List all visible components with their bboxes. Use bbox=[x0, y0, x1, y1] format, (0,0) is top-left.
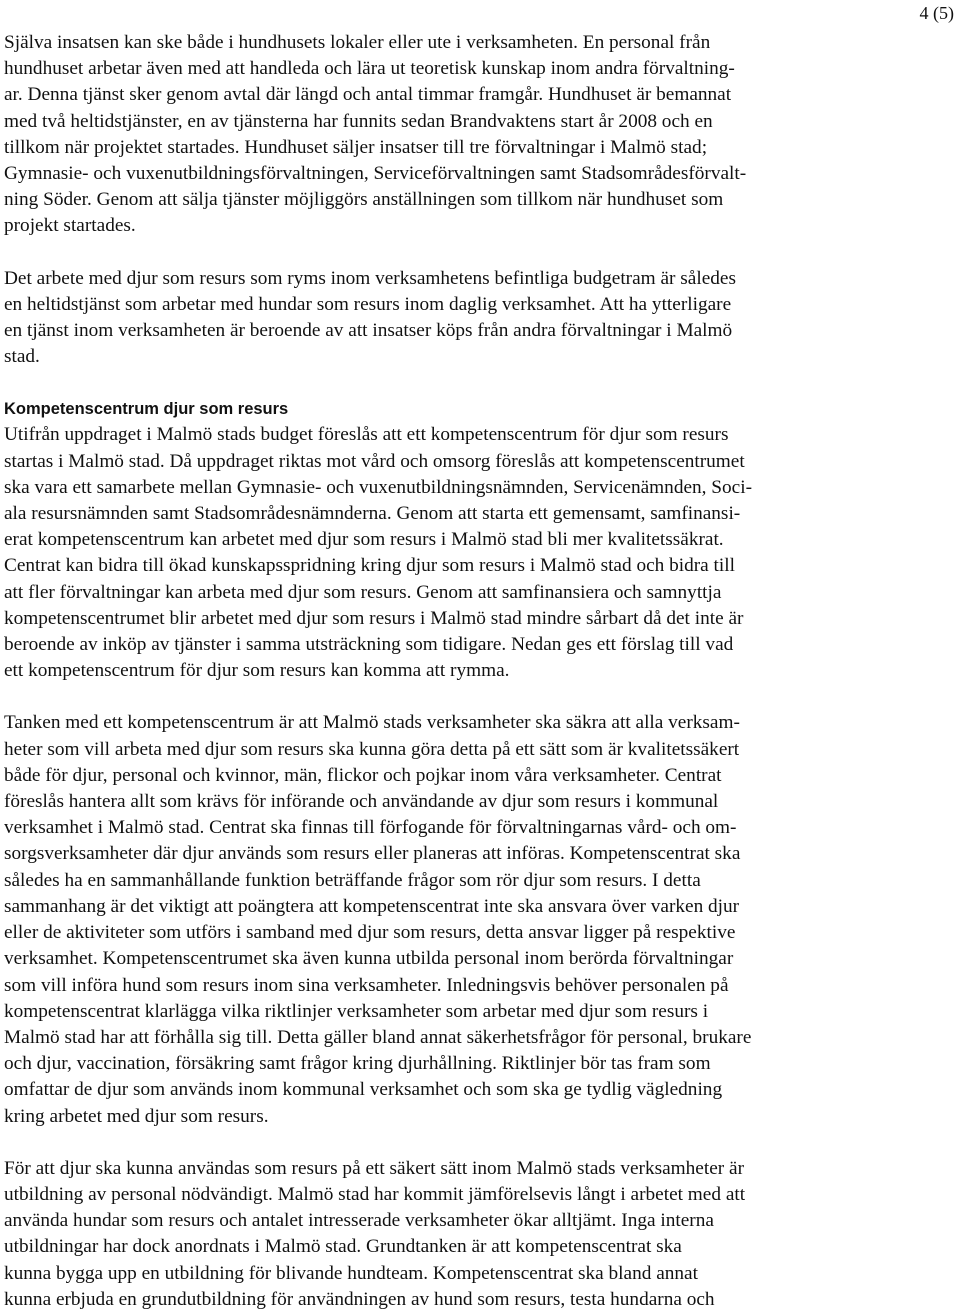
paragraph-uppdraget bbox=[4, 422, 886, 684]
text-line: erat kompetenscentrum kan arbetet med djur som resurs i Malmö stad bli mer kvalitetssäkrat. bbox=[4, 529, 724, 551]
paragraph-spacer bbox=[4, 240, 886, 266]
text-line: således ha en sammanhållande funktion beträffande frågor som rör djur som resurs. I detta bbox=[4, 869, 701, 891]
text-line: kompetenscentrumet blir arbetet med djur som resurs i Malmö stad mindre sårbart då det inte är bbox=[4, 607, 744, 629]
text-line: stad. bbox=[4, 346, 40, 368]
text-line: Utifrån uppdraget i Malmö stads budget föreslås att ett kompetenscentrum för djur som resurs bbox=[4, 424, 729, 446]
paragraph-tanken bbox=[4, 710, 886, 1129]
text-line: Gymnasie- och vuxenutbildningsförvaltningen, Serviceförvaltningen samt Stadsområdesförvalt- bbox=[4, 163, 747, 185]
text-line: hundhuset arbetar även med att handleda och lära ut teoretisk kunskap inom andra förvaltning- bbox=[4, 58, 735, 80]
text-line: ning Söder. Genom att sälja tjänster möjliggörs anställningen som tillkom när hundhuset som bbox=[4, 189, 724, 211]
text-line: Centrat kan bidra till ökad kunskapsspridning kring djur som resurs i Malmö stad och bidra till bbox=[4, 555, 735, 577]
text-line: med två heltidstjänster, en av tjänsterna har funnits sedan Brandvaktens start år 2008 och en bbox=[4, 110, 713, 132]
text-line: För att djur ska kunna användas som resurs på ett säkert sätt inom Malmö stads verksamheter är bbox=[4, 1157, 745, 1179]
text-line: kunna erbjuda en grundutbildning för användningen av hund som resurs, testa hundarna och bbox=[4, 1288, 715, 1310]
text-line: utbildning av personal nödvändigt. Malmö stad har kommit jämförelsevis långt i arbetet med att bbox=[4, 1183, 746, 1205]
text-line: verksamhet i Malmö stad. Centrat ska finnas till förfogande för förvaltningarnas vård- och om- bbox=[4, 817, 737, 839]
text-line: utbildningar har dock anordnats i Malmö stad. Grundtanken är att kompetenscentrat ska bbox=[4, 1236, 682, 1258]
text-line: en tjänst inom verksamheten är beroende av att insatser köps från andra förvaltningar i Malmö bbox=[4, 320, 733, 342]
text-line: kunna bygga upp en utbildning för blivande hundteam. Kompetenscentrat ska bland annat bbox=[4, 1262, 698, 1284]
paragraph-spacer bbox=[4, 684, 886, 710]
text-line: både för djur, personal och kvinnor, män, flickor och pojkar inom våra verksamheter. Centrat bbox=[4, 764, 722, 786]
page-number: 4 (5) bbox=[919, 3, 954, 23]
text-line: som vill införa hund som resurs inom sina verksamheter. Inledningsvis behöver personalen på bbox=[4, 974, 729, 996]
text-line: sorgsverksamheter där djur används som resurs eller planeras att införas. Kompetenscentrat ska bbox=[4, 843, 741, 865]
text-line: eller de aktiviteter som utförs i samband med djur som resurs, detta ansvar ligger på respektive bbox=[4, 922, 736, 944]
text-line: att fler förvaltningar kan arbeta med djur som resurs. Genom att samfinansiera och samnyttja bbox=[4, 581, 722, 603]
text-line: Malmö stad har att förhålla sig till. Detta gäller bland annat säkerhetsfrågor för personal, brukare bbox=[4, 1026, 752, 1048]
text-line: ett kompetenscentrum för djur som resurs kan komma att rymma. bbox=[4, 660, 510, 682]
section-heading: Kompetenscentrum djur som resurs bbox=[4, 400, 289, 419]
text-line: Tanken med ett kompetenscentrum är att Malmö stads verksamheter ska säkra att alla verksam- bbox=[4, 712, 740, 734]
text-line: ska vara ett samarbete mellan Gymnasie- och vuxenutbildningsnämnden, Servicenämnden, Soci- bbox=[4, 476, 752, 498]
text-line: ar. Denna tjänst sker genom avtal där längd och antal timmar framgår. Hundhuset är bemannat bbox=[4, 84, 732, 106]
paragraph-spacer bbox=[4, 370, 886, 396]
text-line: och djur, vaccination, försäkring samt frågor kring djurhållning. Riktlinjer bör tas fram som bbox=[4, 1053, 711, 1075]
text-line: projekt startades. bbox=[4, 215, 136, 237]
text-line: kring arbetet med djur som resurs. bbox=[4, 1105, 269, 1127]
text-line: heter som vill arbeta med djur som resurs ska kunna göra detta på ett sätt som är kvalitetssäkert bbox=[4, 738, 740, 760]
paragraph-hundhuset-insatser bbox=[4, 30, 886, 240]
paragraph-budgetram bbox=[4, 266, 886, 371]
text-line: använda hundar som resurs och antalet intresserade verksamheter ökar alltjämt. Inga interna bbox=[4, 1210, 714, 1232]
text-line: Det arbete med djur som resurs som ryms inom verksamhetens befintliga budgetram är således bbox=[4, 267, 736, 289]
text-line: ala resursnämnden samt Stadsområdesnämnderna. Genom att starta ett gemensamt, samfinansi- bbox=[4, 503, 741, 525]
text-line: föreslås hantera allt som krävs för införande och användande av djur som resurs i kommunal bbox=[4, 791, 719, 813]
text-line: Själva insatsen kan ske både i hundhusets lokaler eller ute i verksamheten. En personal från bbox=[4, 32, 711, 53]
text-line: kompetenscentrat klarlägga vilka riktlinjer verksamheter som arbetar med djur som resurs i bbox=[4, 1000, 709, 1022]
text-line: sammanhang är det viktigt att poängtera att kompetenscentrat inte ska ansvara över varken djur bbox=[4, 895, 740, 917]
text-line: omfattar de djur som används inom kommunal verksamhet och som ska ge tydlig vägledning bbox=[4, 1079, 723, 1101]
paragraph-utbildning bbox=[4, 1156, 886, 1313]
document-body bbox=[4, 30, 886, 1313]
text-line: startas i Malmö stad. Då uppdraget riktas mot vård och omsorg föreslås att kompetenscentrumet bbox=[4, 450, 745, 472]
text-line: beroende av inköp av tjänster i samma utsträckning som tidigare. Nedan ges ett förslag till vad bbox=[4, 634, 734, 656]
text-line: tillkom när projektet startades. Hundhuset säljer insatser till tre förvaltningar i Malmö stad; bbox=[4, 136, 708, 158]
paragraph-spacer bbox=[4, 1130, 886, 1156]
text-line: en heltidstjänst som arbetar med hundar som resurs inom daglig verksamhet. Att ha ytterligare bbox=[4, 293, 732, 315]
text-line: verksamhet. Kompetenscentrumet ska även kunna utbilda personal inom berörda förvaltningar bbox=[4, 948, 734, 970]
